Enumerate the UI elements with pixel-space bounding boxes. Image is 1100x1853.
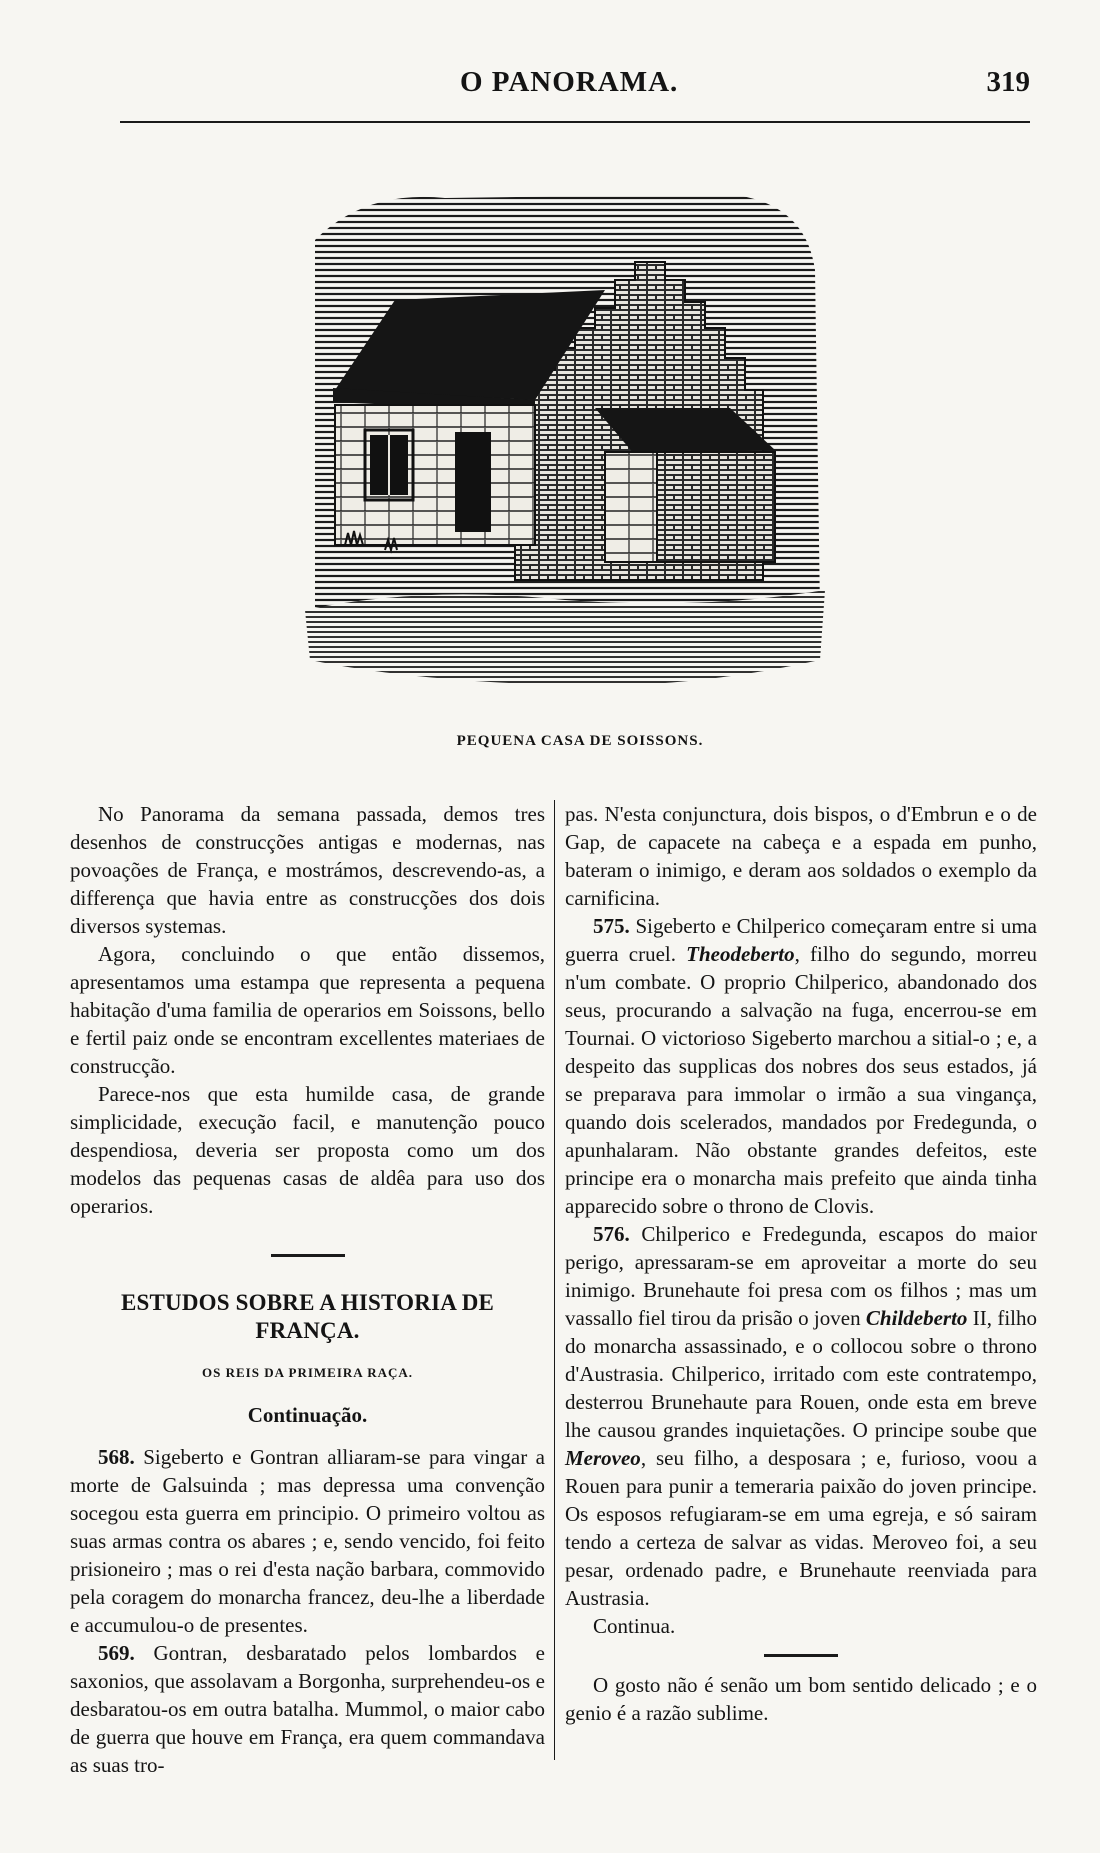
quote-separator [764,1654,838,1657]
intro-paragraph-3: Parece-nos que esta humilde casa, de grande simplicidade, execução facil, e manutenção pouco despendiosa, deveria ser proposta como um dos modelos das pequenas casas de aldêa para uso dos operarios. [70,1082,545,1218]
left-column [70,800,545,1779]
paragraph-568 [70,1443,545,1639]
paragraph-text: Sigeberto e Chilperico começaram entre si uma guerra cruel. [565,914,1037,966]
ground-hatching [305,590,825,686]
section-title: ESTUDOS SOBRE A HISTORIA DE FRANÇA. [120,1290,495,1343]
paragraph-text: Chilperico e Fredegunda, escapos do maior perigo, apressaram-se em aproveitar a morte do seu inimigo. Brunehaute foi presa com os filhos ; mas um vassallo fiel tirou da prisão o joven [565,1222,1038,1330]
paragraph-number: 568. [98,1445,135,1469]
person-name: Meroveo [565,1446,641,1470]
house-illustration [305,190,825,710]
paragraph-text: Gontran, desbaratado pelos lombardos e saxonios, que assolavam a Borgonha, surprehendeu-os e desbaratou-os em outra batalha. Mummol, o maior cabo de guerra que houve em França, era quem commandava as suas tro- [70,1641,545,1777]
paragraph-text: Sigeberto e Gontran alliaram-se para vingar a morte de Galsuinda ; mas depressa uma convenção socegou esta guerra em principio. O primeiro voltou as suas armas contra os abares ; e, sendo vencido, foi feito prisioneiro ; mas o rei d'esta nação barbara, commovido pela coragem do monarcha francez, deu-lhe a liberdade e accumulou-o de presentes. [70,1445,545,1637]
person-name: Childeberto [865,1306,968,1330]
paragraph-text: , seu filho, a desposara ; e, furioso, voou a Rouen para punir a temeraria paixão do joven principe. Os esposos refugiaram-se em uma egreja, e só sairam tendo a certeza de salvar as vidas. Meroveo foi, a seu pesar, ordenado padre, e Brunehaute reenviada para Austrasia. [565,1446,1037,1610]
column-divider [554,800,555,1760]
paragraph-576 [565,1220,1037,1612]
illustration-caption: PEQUENA CASA DE SOISSONS. [456,733,704,749]
section-continuation: Continuação. [247,1403,368,1427]
page-header [120,66,1030,106]
page-number: 319 [986,66,1030,98]
paragraph-text: , filho do segundo, morreu n'um combate. O proprio Chilperico, abandonado dos seus, procurando a salvação na fuga, encerrou-se em Tournai. O victorioso Sigeberto marchou a sitial-o ; e, a despeito das supplicas dos nobres dos seus estados, já se preparava para immolar o irmão a sua vingança, quando dois scelerados, mandados por Fredegunda, o apunhalaram. Não obstante grandes defeitos, este principe era o monarcha mais prefeito que ainda tinha apparecido sobre o throno de Clovis. [565,942,1038,1218]
paragraph-575 [565,912,1037,1220]
intro-paragraph-1: No Panorama da semana passada, demos tres desenhos de construcções antigas e modernas, nas povoações de França, e mostrámos, descrevendo-as, a differença que havia entre as construcções dos dois diversos systemas. [70,802,545,938]
intro-paragraph-2: Agora, concluindo o que então dissemos, apresentamos uma estampa que representa a pequena habitação d'uma familia de operarios em Soissons, bello e fertil paiz onde se encontram excellentes materiaes de construcção. [70,942,545,1078]
paragraph-number: 576. [593,1222,630,1246]
person-name: Theodeberto [686,942,795,966]
publication-title: O PANORAMA. [460,66,679,98]
paragraph-number: 575. [593,914,630,938]
section-subtitle: OS REIS DA PRIMEIRA RAÇA. [202,1365,413,1380]
paragraph-number: 569. [98,1641,135,1665]
continua-note: Continua. [593,1614,676,1638]
right-column [565,800,1037,1727]
paragraph-569 [70,1639,545,1779]
header-rule [120,121,1030,123]
paragraph-text: II, filho do monarcha assassinado, e o collocou sobre o throno d'Austrasia. Chilperico, irritado com este contratempo, desterrou Brunehaute para Rouen, onde esta em breve lhe causou grandes inquietações. O principe soube que [565,1306,1037,1442]
paragraph-569-continued: pas. N'esta conjunctura, dois bispos, o d'Embrun e o de Gap, de capacete na cabeça e a espada em punho, bateram o inimigo, e deram aos soldados o exemplo da carnificina. [565,802,1037,910]
section-separator [271,1254,345,1257]
door [455,432,491,532]
closing-quote: O gosto não é senão um bom sentido delicado ; e o genio é a razão sublime. [565,1673,1037,1725]
